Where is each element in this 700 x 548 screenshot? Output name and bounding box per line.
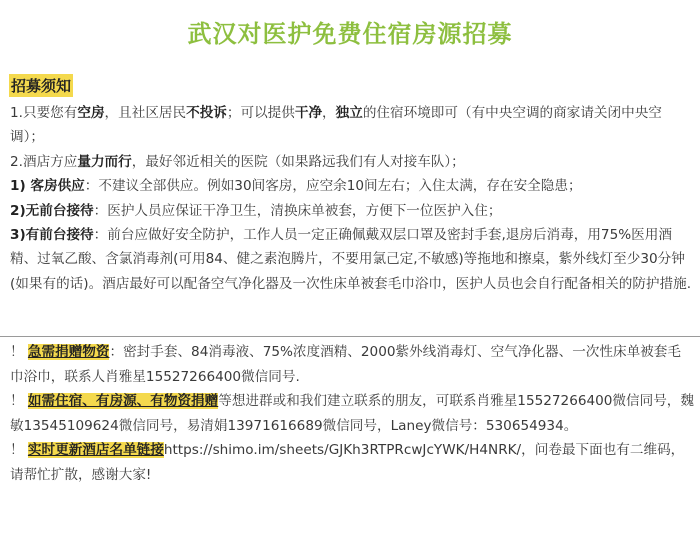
item3-label: 1) 客房供应 (10, 178, 85, 195)
item1-kw-no-complaint: 不投诉 (186, 105, 227, 121)
item5-text: ：前台应做好安全防护，工作人员一定正确佩戴双层口罩及密封手套,退房后消毒，用75%医用酒精、过氧乙酸、含氯消毒剂(可用84、健之素泡腾片，不要用氯己定,不敏感)等拖地和擦桌，紫外线灯至少30分钟(如果有的话)。酒店最好可以配备空气净化器及一次性床单被套毛巾浴巾，医护人员也会自行配备相关的防护措施. (10, 227, 692, 292)
item4-text: ：医护人员应保证干净卫生，清换床单被套，方便下一位医护入住； (93, 202, 502, 219)
item1-kw-clean: 干净 (294, 105, 323, 121)
contact-paragraph (10, 389, 694, 438)
notice-item-5 (10, 223, 694, 296)
section-divider (0, 336, 700, 337)
update-paragraph (10, 438, 694, 487)
item2-kw: 量力而行 (77, 153, 132, 170)
notice-body (10, 101, 694, 296)
item1-suffix: 的住宿环境即可（有中央空调的商家请关闭中央空调）； (10, 105, 662, 146)
page-title: 武汉对医护免费住宿房源招募 (187, 20, 513, 48)
contact-label: 如需住宿、有房源、有物资捐赠 (27, 393, 219, 410)
item2-suffix: ，最好邻近相关的医院（如果路远我们有人对接车队）； (131, 153, 465, 170)
urgent-label: 急需捐赠物资 (27, 344, 110, 360)
contact-bang: ！ (10, 393, 24, 410)
contact-text: 等想进群或和我们建立联系的朋友，可联系肖雅星15527266400微信同号，魏敏13545109624微信同号，易清娟13971616689微信同号，Laney微信号：530654934。 (10, 393, 694, 434)
update-link-label[interactable]: 实时更新酒店名单链接 (27, 442, 164, 459)
urgent-bang: ！ (10, 344, 24, 360)
urgent-text: ：密封手套、84消毒液、75%浓度酒精、2000紫外线消毒灯、空气净化器、一次性床单被套毛巾浴巾，联系人肖雅星15527266400微信同号. (10, 344, 681, 385)
item1-comma: ， (322, 105, 336, 121)
item1-mid1: ，且社区居民 (104, 105, 187, 121)
urgent-paragraph (10, 340, 694, 389)
item1-prefix: 1.只要您有 (10, 105, 78, 121)
update-link-text[interactable]: https://shimo.im/sheets/GJKh3RTPRcwJcYWK/H4NRK/，问卷最下面也有二维码，请帮忙扩散，感谢大家! (10, 442, 685, 483)
item2-prefix: 2.酒店方应 (10, 153, 78, 170)
item5-label: 3)有前台接待 (10, 227, 94, 244)
bottom-body (10, 340, 694, 488)
item1-kw-independent: 独立 (335, 105, 363, 121)
update-bang: ！ (10, 442, 24, 459)
item1-mid2: ；可以提供 (226, 105, 295, 121)
item3-text: ：不建议全部供应。例如30间客房，应空余10间左右；入住太满，存在安全隐患； (84, 178, 582, 195)
notice-item-4 (10, 199, 694, 223)
notice-item-1 (10, 101, 694, 150)
notice-heading: 招募须知 (9, 74, 73, 97)
item4-label: 2)无前台接待 (10, 202, 94, 219)
item1-kw-empty-room: 空房 (77, 105, 105, 121)
notice-item-3 (10, 174, 694, 198)
notice-item-2 (10, 150, 694, 174)
